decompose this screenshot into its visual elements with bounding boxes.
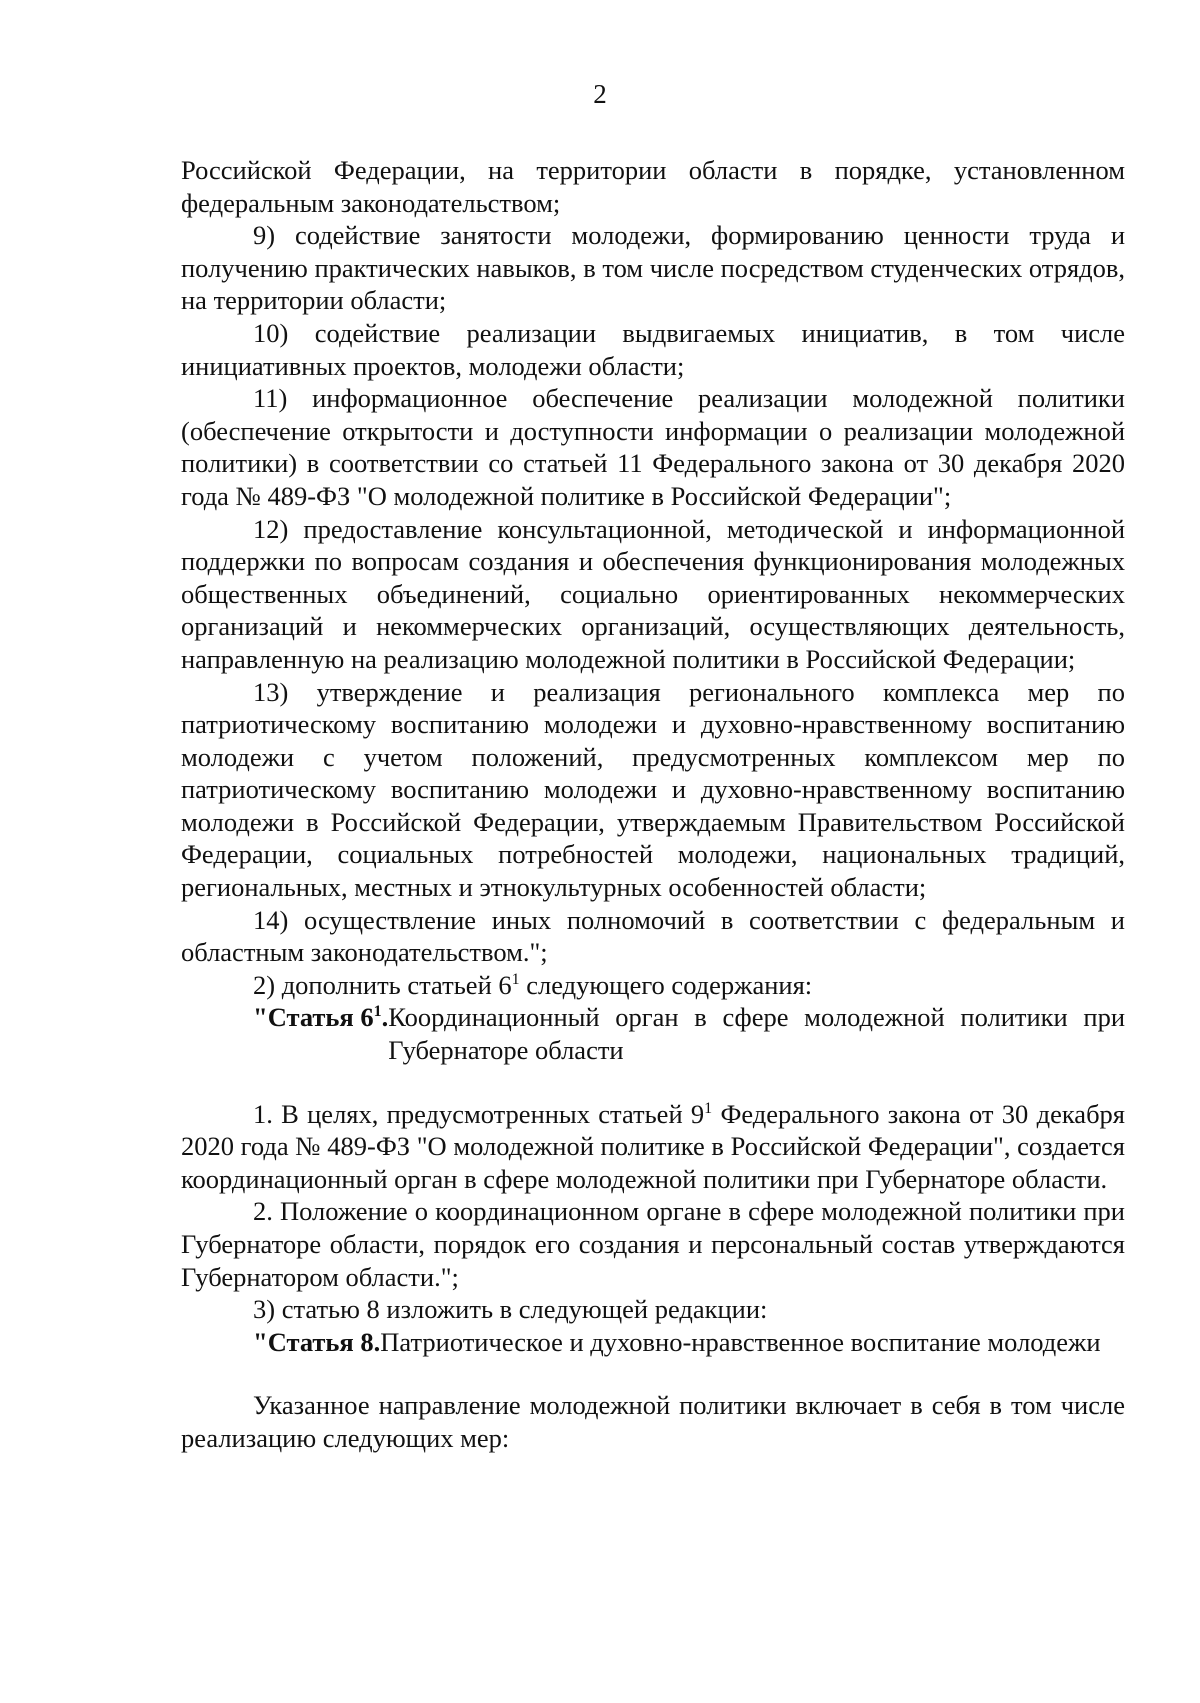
article-8-title: Патриотическое и духовно-нравственное воспитание молодежи	[380, 1326, 1101, 1357]
article-8-heading	[181, 1326, 1125, 1359]
amendment-item-3: 3) статью 8 изложить в следующей редакции:	[253, 1294, 768, 1325]
amendment-2-superscript: 1	[511, 971, 520, 989]
article-8-label: "Статья 8.	[253, 1326, 381, 1357]
spacer	[181, 1067, 1125, 1098]
paragraph-continuation: Российской Федерации, на территории области в порядке, установленном федеральным законодательством;	[181, 155, 1125, 218]
spacer	[181, 1358, 1125, 1389]
article-6-1-part-1-text-a: 1. В целях, предусмотренных статьей 9	[253, 1098, 705, 1129]
article-6-1-part-1-text-b: Федерального закона от 30 декабря 2020 года № 489-ФЗ "О молодежной политике в Российской Федерации", создается координационный орган в сфере молодежной политики при Губернаторе области.	[181, 1098, 1125, 1194]
article-6-1-label	[253, 1001, 388, 1066]
page-number: 2	[593, 79, 607, 109]
paragraph-item-9: 9) содействие занятости молодежи, формированию ценности труда и получению практических навыков, в том числе посредством студенческих отрядов, на территории области;	[181, 220, 1125, 316]
article-6-1-label-dot: .	[381, 1002, 389, 1033]
article-6-1-part-1-superscript: 1	[704, 1099, 713, 1117]
paragraph-item-12: 12) предоставление консультационной, методической и информационной поддержки по вопросам создания и обеспечения функционирования молодежных общественных объединений, социально ориентированных некоммерческих организаций и некоммерческих организаций, осуществляющих деятельность, направленную на реализацию молодежной политики в Российской Федерации;	[181, 513, 1125, 674]
paragraph-item-13: 13) утверждение и реализация регионального комплекса мер по патриотическому воспитанию молодежи и духовно-нравственному воспитанию молодежи с учетом положений, предусмотренных комплексом мер по патриотическому воспитанию молодежи и духовно-нравственному воспитанию молодежи в Российской Федерации, утверждаемым Правительством Российской Федерации, социальных потребностей молодежи, национальных традиций, региональных, местных и этнокультурных особенностей области;	[181, 676, 1125, 903]
article-6-1-part-1	[181, 1098, 1125, 1196]
amendment-2-text-a: 2) дополнить статьей 6	[253, 969, 512, 1000]
amendment-item-2	[181, 969, 1125, 1002]
article-8-intro: Указанное направление молодежной политики включает в себя в том числе реализацию следующих мер:	[181, 1390, 1125, 1453]
article-6-1-heading	[181, 1001, 1125, 1066]
document-body	[181, 154, 1125, 1455]
article-6-1-title: Координационный орган в сфере молодежной политики при Губернаторе области	[388, 1002, 1125, 1066]
article-6-1-part-2: 2. Положение о координационном органе в сфере молодежной политики при Губернаторе области, порядок его создания и персональный состав утверждаются Губернатором области.";	[181, 1196, 1125, 1292]
paragraph-item-10: 10) содействие реализации выдвигаемых инициатив, в том числе инициативных проектов, молодежи области;	[181, 317, 1125, 381]
paragraph-item-14: 14) осуществление иных полномочий в соответствии с федеральным и областным законодательством.";	[181, 904, 1125, 968]
article-6-1-label-superscript: 1	[373, 1003, 382, 1021]
article-6-1-label-text: "Статья 6	[253, 1002, 374, 1033]
paragraph-item-11: 11) информационное обеспечение реализации молодежной политики (обеспечение открытости и доступности информации о реализации молодежной политики) в соответствии со статьей 11 Федерального закона от 30 декабря 2020 года № 489-ФЗ "О молодежной политике в Российской Федерации";	[181, 383, 1125, 511]
amendment-2-text-b: следующего содержания:	[519, 969, 813, 1000]
